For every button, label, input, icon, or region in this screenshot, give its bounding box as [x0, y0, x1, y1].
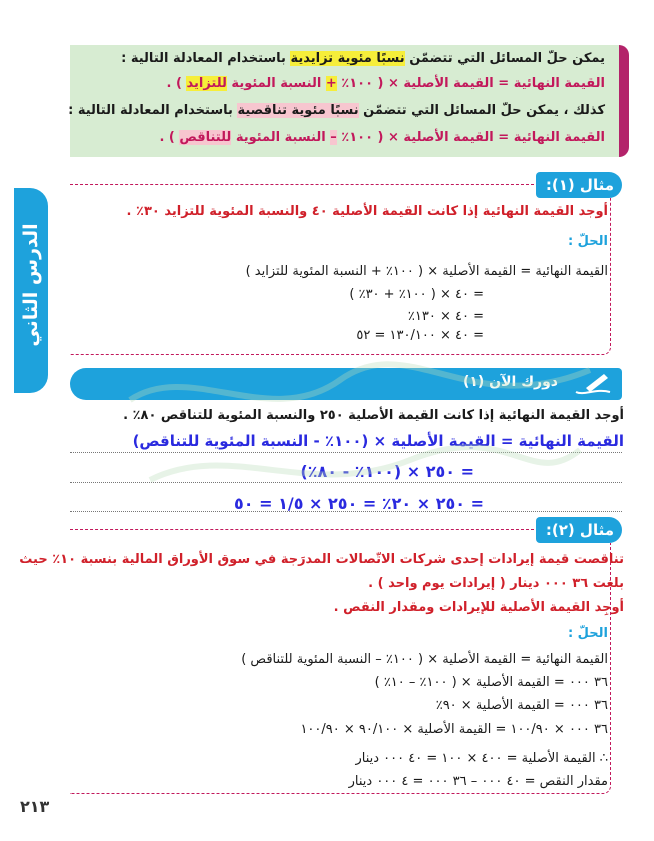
- lesson-side-tab: [14, 188, 48, 393]
- example2-step: ٣٦ ٠٠٠ = القيمة الأصلية × ٩٠٪: [435, 698, 608, 713]
- example2-question-line: بلغت ٣٦ ٠٠٠ دينار ( إيرادات يوم واحد ) .: [368, 576, 624, 591]
- rule-line-increase-intro: يمكن حلّ المسائل التي تتضمّن نسبًا مئوية تزايدية باستخدام المعادلة التالية :: [121, 51, 605, 66]
- rule-line-decrease-intro: كذلك ، يمكن حلّ المسائل التي تتضمّن نسبًا مئوية تناقصية باستخدام المعادلة التالية :: [68, 103, 605, 118]
- lesson-side-tab-label: الدرس الثاني: [20, 223, 42, 347]
- rule-box: [70, 45, 629, 157]
- example2-step: مقدار النقص = ٤٠ ٠٠٠ – ٣٦ ٠٠٠ = ٤ ٠٠٠ دينار: [348, 774, 608, 789]
- example1-step: القيمة النهائية = القيمة الأصلية × ( ١٠٠٪ + النسبة المئوية للتزايد ): [245, 264, 608, 279]
- example2-step: ٣٦ ٠٠٠ = القيمة الأصلية × ( ١٠٠٪ – ١٠٪ ): [374, 675, 608, 690]
- your-turn-question: أوجد القيمة النهائية إذا كانت القيمة الأصلية ٢٥٠ والنسبة المئوية للتناقص ٨٠٪ .: [123, 408, 624, 423]
- example1-solution-label: الحلّ :: [567, 234, 608, 249]
- rule-line-increase-formula: القيمة النهائية = القيمة الأصلية × ( ١٠٠٪ + النسبة المئوية للتزايد ) .: [166, 76, 605, 91]
- example2-question-line: تناقصت قيمة إيرادات إحدى شركات الاتّصالات المدرَجة في سوق الأوراق المالية بنسبة ١٠٪ حيث: [19, 552, 624, 567]
- example2-step: القيمة النهائية = القيمة الأصلية × ( ١٠٠٪ – النسبة المئوية للتناقص ): [241, 652, 608, 667]
- example2-header: [70, 517, 622, 543]
- handwritten-answer-line: = ٢٥٠ × ٢٠٪ = ٢٥٠ × ١/٥ = ٥٠: [234, 494, 484, 513]
- example2-label: مثال (٢):: [536, 517, 622, 543]
- your-turn-label: دورك الآن (١): [462, 374, 558, 390]
- example1-label: مثال (١):: [536, 172, 622, 198]
- rule-line-decrease-formula: القيمة النهائية = القيمة الأصلية × ( ١٠٠٪ – النسبة المئوية للتناقص ) .: [159, 130, 605, 145]
- page-number: ٢١٣: [20, 797, 50, 816]
- example1-header: [70, 172, 622, 198]
- example2-step: ∴ القيمة الأصلية = ٤٠٠ × ١٠٠ = ٤٠ ٠٠٠ دينار: [355, 751, 608, 766]
- example1-step: = ٤٠ × ( ١٠٠٪ + ٣٠٪ ): [349, 287, 484, 302]
- example2-solution-label: الحلّ :: [567, 626, 608, 641]
- example1-step: = ٤٠ × ١٣٠٪: [407, 309, 484, 324]
- example1-step: = ٤٠ × ١٣٠/١٠٠ = ٥٢: [356, 328, 484, 343]
- example2-ask: أوجِد القيمة الأصلية للإيرادات ومقدار النقص .: [333, 600, 624, 615]
- example1-question: أوجد القيمة النهائية إذا كانت القيمة الأصلية ٤٠ والنسبة المئوية للتزايد ٣٠٪ .: [126, 204, 608, 219]
- handwritten-answer-line: القيمة النهائية = القيمة الأصلية × (١٠٠٪ - النسبة المئوية للتناقص): [132, 432, 624, 450]
- example2-step: ٣٦ ٠٠٠ × ١٠٠/٩٠ = القيمة الأصلية × ٩٠/١٠٠ × ١٠٠/٩٠: [300, 722, 608, 737]
- handwritten-answer-line: = ٢٥٠ × (١٠٠٪ - ٨٠٪): [300, 462, 474, 481]
- watermark-graphic: [110, 340, 610, 510]
